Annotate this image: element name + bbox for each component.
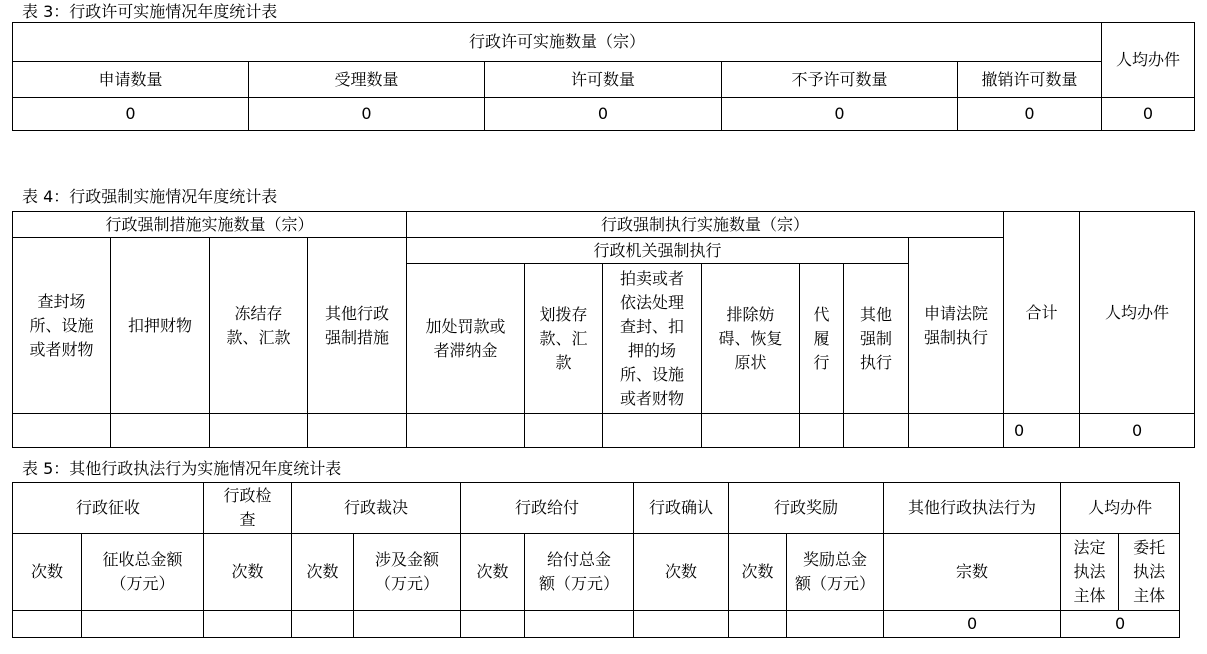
- table4-cell-empty: [525, 414, 603, 448]
- table5-cell-empty: [634, 611, 729, 638]
- table5-group-ruling: 行政裁决: [292, 483, 461, 534]
- table3-value-accept: 0: [249, 98, 485, 131]
- table4-col-court: 申请法院 强制执行: [909, 238, 1004, 414]
- table4-per-capita-header: 人均办件: [1080, 212, 1195, 414]
- table5-cell-empty: [13, 611, 82, 638]
- table5-value-other-cases: 0: [884, 611, 1061, 638]
- table4-cell-empty: [111, 414, 210, 448]
- table4-caption: 表 4：行政强制实施情况年度统计表: [22, 187, 278, 206]
- table5-group-reward: 行政奖励: [729, 483, 884, 534]
- table5-sub-entrusted-entity: 委托 执法 主体: [1119, 534, 1180, 611]
- table3-value-revoke: 0: [958, 98, 1102, 131]
- table3-value-deny: 0: [722, 98, 958, 131]
- table5-sub-collection-amount: 征收总金额 （万元）: [82, 534, 204, 611]
- table4-col-transfer: 划拨存 款、汇 款: [525, 264, 603, 414]
- table4-value-per-capita: 0: [1080, 414, 1195, 448]
- table5-group-confirmation: 行政确认: [634, 483, 729, 534]
- table5-group-collection: 行政征收: [13, 483, 204, 534]
- table5-cell-empty: [461, 611, 525, 638]
- table5-cell-empty: [787, 611, 884, 638]
- table4-cell-empty: [844, 414, 909, 448]
- table4-cell-empty: [603, 414, 702, 448]
- table4-cell-empty: [13, 414, 111, 448]
- table5-sub-collection-count: 次数: [13, 534, 82, 611]
- table5-sub-payment-count: 次数: [461, 534, 525, 611]
- table4-agency-header: 行政机关强制执行: [407, 238, 909, 264]
- table4-col-seal: 查封场 所、设施 或者财物: [13, 238, 111, 414]
- table5-value-per-capita: 0: [1061, 611, 1180, 638]
- table4-col-other-measures: 其他行政 强制措施: [308, 238, 407, 414]
- table5-group-inspection: 行政检 查: [204, 483, 292, 534]
- table3-value-permit: 0: [485, 98, 722, 131]
- table5-cell-empty: [525, 611, 634, 638]
- table3-group-header: 行政许可实施数量（宗）: [13, 23, 1102, 62]
- table4-cell-empty: [407, 414, 525, 448]
- table5-cell-empty: [204, 611, 292, 638]
- table5-sub-ruling-count: 次数: [292, 534, 354, 611]
- table5-group-other: 其他行政执法行为: [884, 483, 1061, 534]
- table4-cell-empty: [210, 414, 308, 448]
- table4-total-header: 合计: [1004, 212, 1080, 414]
- table4-cell-empty: [308, 414, 407, 448]
- table5: [12, 482, 1180, 638]
- table5-sub-payment-amount: 给付总金 额（万元）: [525, 534, 634, 611]
- table4-col-other-enforcement: 其他 强制 执行: [844, 264, 909, 414]
- table4-col-fine: 加处罚款或 者滞纳金: [407, 264, 525, 414]
- table3: [12, 22, 1195, 131]
- table5-cell-empty: [354, 611, 461, 638]
- table5-sub-confirmation-count: 次数: [634, 534, 729, 611]
- table5-caption: 表 5：其他行政执法行为实施情况年度统计表: [22, 459, 342, 478]
- table3-per-capita-header: 人均办件: [1102, 23, 1195, 98]
- table4-measures-header: 行政强制措施实施数量（宗）: [13, 212, 407, 238]
- table5-group-per-capita: 人均办件: [1061, 483, 1180, 534]
- table4-col-freeze: 冻结存 款、汇款: [210, 238, 308, 414]
- table4-cell-empty: [702, 414, 800, 448]
- table3-col-accept: 受理数量: [249, 62, 485, 98]
- table5-sub-reward-amount: 奖励总金 额（万元）: [787, 534, 884, 611]
- table5-sub-inspection-count: 次数: [204, 534, 292, 611]
- table4: [12, 211, 1195, 448]
- table3-value-apply: 0: [13, 98, 249, 131]
- table4-col-auction: 拍卖或者 依法处理 查封、扣 押的场 所、设施 或者财物: [603, 264, 702, 414]
- table4-cell-empty: [800, 414, 844, 448]
- table3-caption: 表 3：行政许可实施情况年度统计表: [22, 2, 278, 21]
- table5-sub-legal-entity: 法定 执法 主体: [1061, 534, 1119, 611]
- table4-col-seize: 扣押财物: [111, 238, 210, 414]
- table4-col-remove-obstruction: 排除妨 碍、恢复 原状: [702, 264, 800, 414]
- table5-group-payment: 行政给付: [461, 483, 634, 534]
- table5-cell-empty: [292, 611, 354, 638]
- table4-col-substitute: 代 履 行: [800, 264, 844, 414]
- table5-sub-ruling-amount: 涉及金额 （万元）: [354, 534, 461, 611]
- table5-sub-other-cases: 宗数: [884, 534, 1061, 611]
- table4-value-total: 0: [1004, 414, 1080, 448]
- table3-col-deny: 不予许可数量: [722, 62, 958, 98]
- table5-cell-empty: [729, 611, 787, 638]
- table3-value-per-capita: 0: [1102, 98, 1195, 131]
- table4-cell-empty: [909, 414, 1004, 448]
- table5-sub-reward-count: 次数: [729, 534, 787, 611]
- table4-enforcement-header: 行政强制执行实施数量（宗）: [407, 212, 1004, 238]
- table3-col-revoke: 撤销许可数量: [958, 62, 1102, 98]
- table3-col-apply: 申请数量: [13, 62, 249, 98]
- table5-cell-empty: [82, 611, 204, 638]
- table3-col-permit: 许可数量: [485, 62, 722, 98]
